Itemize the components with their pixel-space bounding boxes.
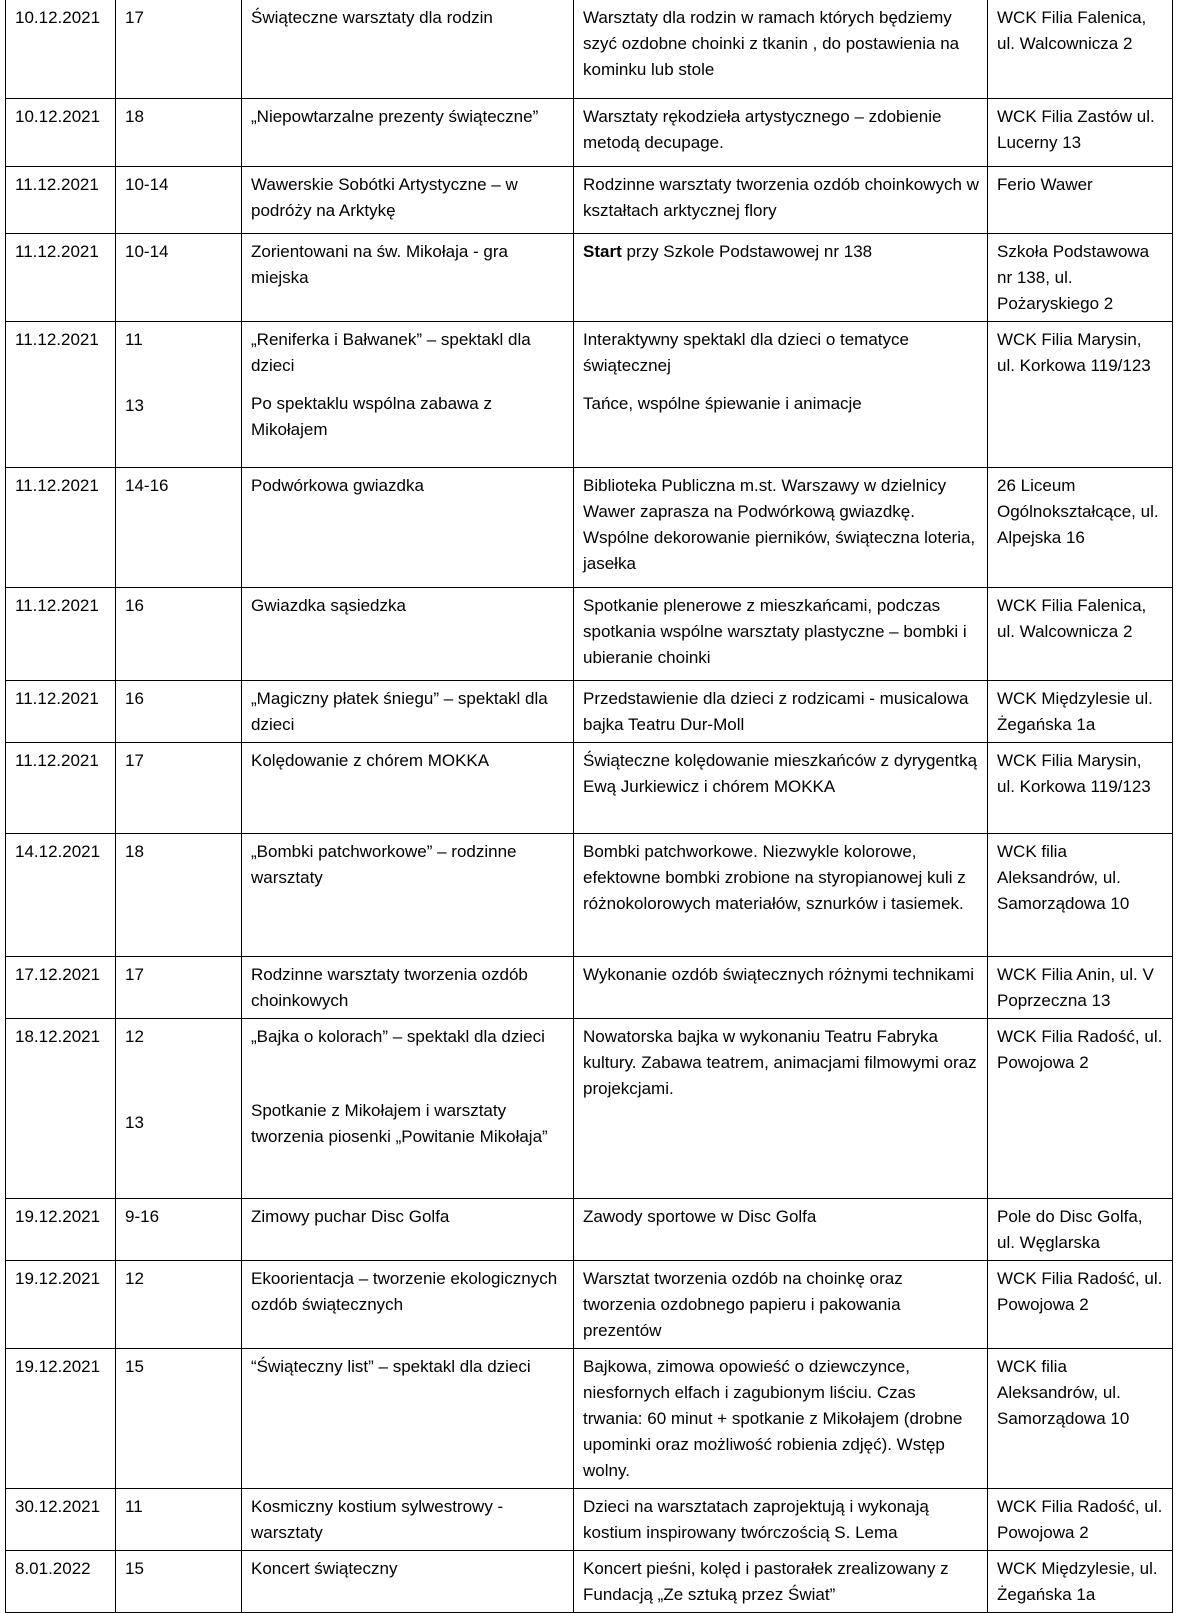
time-cell-part: 18 xyxy=(125,841,144,861)
table-row xyxy=(6,1550,1173,1612)
place-cell: 26 Liceum Ogólnokształcące, ul. Alpejska 16 xyxy=(988,467,1173,587)
time-cell xyxy=(116,833,242,956)
place-cell: WCK Międzylesie, ul. Żegańska 1a xyxy=(988,1550,1173,1612)
description-cell xyxy=(574,1260,988,1348)
description-cell xyxy=(574,467,988,587)
date-cell: 30.12.2021 xyxy=(6,1488,116,1550)
title-cell-part: Podwórkowa gwiazdka xyxy=(251,475,424,495)
table-row xyxy=(6,1260,1173,1348)
title-cell-part: Spotkanie z Mikołajem i warsztaty tworzenia piosenki „Powitanie Mikołaja” xyxy=(251,1100,548,1146)
title-cell xyxy=(242,680,574,742)
table-row xyxy=(6,467,1173,587)
time-cell xyxy=(116,1348,242,1488)
time-cell xyxy=(116,1198,242,1260)
description-cell xyxy=(574,587,988,680)
place-cell: WCK Filia Falenica, ul. Walcownicza 2 xyxy=(988,587,1173,680)
description-cell-part: Przedstawienie dla dzieci z rodzicami - musicalowa bajka Teatru Dur-Moll xyxy=(583,688,969,734)
description-cell xyxy=(574,233,988,321)
title-cell xyxy=(242,833,574,956)
time-cell xyxy=(116,1260,242,1348)
table-row xyxy=(6,680,1173,742)
title-cell xyxy=(242,233,574,321)
time-cell xyxy=(116,321,242,467)
time-cell-part: 12 xyxy=(125,1268,144,1288)
description-cell-part: Bajkowa, zimowa opowieść o dziewczynce, niesfornych elfach i zagubionym liściu. Czas trwania: 60 minut + spotkanie z Mikołajem (drobne upominki oraz możliwość robienia zdjęć). Wstęp wolny. xyxy=(583,1356,963,1480)
title-cell xyxy=(242,1550,574,1612)
description-cell-part: Wykonanie ozdób świątecznych różnymi technikami xyxy=(583,964,975,984)
place-cell: WCK Międzylesie ul. Żegańska 1a xyxy=(988,680,1173,742)
time-cell-part: 18 xyxy=(125,106,144,126)
date-cell: 8.01.2022 xyxy=(6,1550,116,1612)
description-cell-part: Warsztaty dla rodzin w ramach których będziemy szyć ozdobne choinki z tkanin , do postawienia na kominku lub stole xyxy=(583,8,960,79)
table-row xyxy=(6,742,1173,833)
table-row xyxy=(6,98,1173,166)
place-cell: WCK Filia Radość, ul. Powojowa 2 xyxy=(988,1260,1173,1348)
table-row xyxy=(6,1198,1173,1260)
title-cell xyxy=(242,1348,574,1488)
title-cell-part: Kolędowanie z chórem MOKKA xyxy=(251,750,490,770)
table-row xyxy=(6,233,1173,321)
description-cell-part: Dzieci na warsztatach zaprojektują i wykonają kostium inspirowany twórczością S. Lema xyxy=(583,1496,929,1542)
time-cell xyxy=(116,956,242,1018)
description-cell xyxy=(574,680,988,742)
date-cell: 18.12.2021 xyxy=(6,1018,116,1198)
title-cell-part: Zimowy puchar Disc Golfa xyxy=(251,1206,450,1226)
title-cell xyxy=(242,1260,574,1348)
description-cell xyxy=(574,833,988,956)
place-cell: WCK Filia Zastów ul. Lucerny 13 xyxy=(988,98,1173,166)
title-cell-part: „Niepowtarzalne prezenty świąteczne” xyxy=(251,106,539,126)
table-row xyxy=(6,321,1173,467)
description-emphasis: Start xyxy=(583,241,622,261)
title-cell-part: Gwiazdka sąsiedzka xyxy=(251,595,406,615)
time-cell-part: 12 xyxy=(125,1026,144,1046)
time-cell-part: 16 xyxy=(125,688,144,708)
description-cell xyxy=(574,956,988,1018)
date-cell: 11.12.2021 xyxy=(6,166,116,233)
place-cell: WCK Filia Falenica, ul. Walcownicza 2 xyxy=(988,0,1173,98)
time-cell-part: 13 xyxy=(125,1112,144,1132)
title-cell-part: Ekoorientacja – tworzenie ekologicznych ozdób świątecznych xyxy=(251,1268,558,1314)
time-cell-part: 17 xyxy=(125,750,144,770)
title-cell xyxy=(242,1198,574,1260)
title-cell xyxy=(242,166,574,233)
title-cell-part: „Bombki patchworkowe” – rodzinne warsztaty xyxy=(251,841,517,887)
title-cell xyxy=(242,587,574,680)
place-cell: WCK Filia Marysin, ul. Korkowa 119/123 xyxy=(988,321,1173,467)
time-cell-part: 9-16 xyxy=(125,1206,160,1226)
title-cell xyxy=(242,98,574,166)
place-cell: WCK filia Aleksandrów, ul. Samorządowa 10 xyxy=(988,833,1173,956)
time-cell-part: 14-16 xyxy=(125,475,169,495)
description-cell-part: Spotkanie plenerowe z mieszkańcami, podczas spotkania wspólne warsztaty plastyczne – bombki i ubieranie choinki xyxy=(583,595,967,667)
table-row xyxy=(6,833,1173,956)
description-cell-part: Zawody sportowe w Disc Golfa xyxy=(583,1206,817,1226)
time-cell xyxy=(116,467,242,587)
date-cell: 11.12.2021 xyxy=(6,321,116,467)
description-cell-part: Świąteczne kolędowanie mieszkańców z dyrygentką Ewą Jurkiewicz i chórem MOKKA xyxy=(583,750,978,796)
place-cell: Pole do Disc Golfa, ul. Węglarska xyxy=(988,1198,1173,1260)
title-cell-part: Koncert świąteczny xyxy=(251,1558,398,1578)
time-cell xyxy=(116,0,242,98)
place-cell: Szkoła Podstawowa nr 138, ul. Pożaryskiego 2 xyxy=(988,233,1173,321)
title-cell-part: Po spektaklu wspólna zabawa z Mikołajem xyxy=(251,393,492,439)
time-cell-part: 10-14 xyxy=(125,241,169,261)
title-cell-part: Rodzinne warsztaty tworzenia ozdób choinkowych xyxy=(251,964,528,1010)
description-cell-part: Interaktywny spektakl dla dzieci o tematyce świątecznej xyxy=(583,329,909,375)
events-table-body xyxy=(6,0,1173,1612)
time-cell-part: 17 xyxy=(125,8,144,27)
description-text: przy Szkole Podstawowej nr 138 xyxy=(621,241,873,261)
title-cell-part: Świąteczne warsztaty dla rodzin xyxy=(251,8,493,27)
description-cell-part: Koncert pieśni, kolęd i pastorałek zrealizowany z Fundacją „Ze sztuką przez Świat” xyxy=(583,1558,949,1604)
table-row xyxy=(6,0,1173,98)
place-cell: WCK Filia Radość, ul. Powojowa 2 xyxy=(988,1488,1173,1550)
description-cell-part: Bombki patchworkowe. Niezwykle kolorowe, efektowne bombki zrobione na styropianowej kuli z różnokolorowych materiałów, sznurków i tasiemek. xyxy=(583,841,966,913)
description-cell xyxy=(574,1198,988,1260)
date-cell: 11.12.2021 xyxy=(6,680,116,742)
time-cell xyxy=(116,233,242,321)
description-cell xyxy=(574,1550,988,1612)
time-cell-part: 17 xyxy=(125,964,144,984)
date-cell: 14.12.2021 xyxy=(6,833,116,956)
description-cell-part: Nowatorska bajka w wykonaniu Teatru Fabryka kultury. Zabawa teatrem, animacjami filmowymi oraz projekcjami. xyxy=(583,1026,977,1098)
date-cell: 10.12.2021 xyxy=(6,98,116,166)
time-cell-part: 11 xyxy=(125,329,143,349)
table-row xyxy=(6,1018,1173,1198)
time-cell-part: 15 xyxy=(125,1356,144,1376)
table-row xyxy=(6,166,1173,233)
description-cell xyxy=(574,166,988,233)
place-cell: WCK Filia Anin, ul. V Poprzeczna 13 xyxy=(988,956,1173,1018)
date-cell: 17.12.2021 xyxy=(6,956,116,1018)
time-cell xyxy=(116,98,242,166)
place-cell: WCK Filia Marysin, ul. Korkowa 119/123 xyxy=(988,742,1173,833)
title-cell-part: Zorientowani na św. Mikołaja - gra miejska xyxy=(251,241,509,287)
time-cell xyxy=(116,1018,242,1198)
place-cell: WCK filia Aleksandrów, ul. Samorządowa 10 xyxy=(988,1348,1173,1488)
title-cell-part: Wawerskie Sobótki Artystyczne – w podróży na Arktykę xyxy=(251,174,518,220)
time-cell-part: 10-14 xyxy=(125,174,169,194)
table-row xyxy=(6,587,1173,680)
time-cell-part: 13 xyxy=(125,395,144,415)
time-cell xyxy=(116,166,242,233)
place-cell: Ferio Wawer xyxy=(988,166,1173,233)
time-cell xyxy=(116,680,242,742)
title-cell-part: „Reniferka i Bałwanek” – spektakl dla dzieci xyxy=(251,329,531,375)
date-cell: 19.12.2021 xyxy=(6,1348,116,1488)
title-cell xyxy=(242,956,574,1018)
title-cell-part: „Bajka o kolorach” – spektakl dla dzieci xyxy=(251,1026,545,1046)
time-cell xyxy=(116,587,242,680)
description-cell-part: Tańce, wspólne śpiewanie i animacje xyxy=(583,393,862,413)
date-cell: 19.12.2021 xyxy=(6,1198,116,1260)
date-cell: 11.12.2021 xyxy=(6,233,116,321)
description-cell xyxy=(574,1348,988,1488)
description-cell-part: Rodzinne warsztaty tworzenia ozdób choinkowych w kształtach arktycznej flory xyxy=(583,174,979,220)
date-cell: 10.12.2021 xyxy=(6,0,116,98)
title-cell xyxy=(242,467,574,587)
time-cell-part: 11 xyxy=(125,1496,143,1516)
description-cell xyxy=(574,0,988,98)
date-cell: 11.12.2021 xyxy=(6,587,116,680)
time-cell xyxy=(116,1550,242,1612)
description-cell xyxy=(574,98,988,166)
events-table xyxy=(5,0,1173,1613)
title-cell-part: “Świąteczny list” – spektakl dla dzieci xyxy=(251,1356,531,1376)
date-cell: 19.12.2021 xyxy=(6,1260,116,1348)
date-cell: 11.12.2021 xyxy=(6,742,116,833)
title-cell xyxy=(242,321,574,467)
description-cell-part: Warsztaty rękodzieła artystycznego – zdobienie metodą decupage. xyxy=(583,106,942,152)
description-cell-part: Warsztat tworzenia ozdób na choinkę oraz tworzenia ozdobnego papieru i pakowania prezentów xyxy=(583,1268,903,1340)
title-cell-part: „Magiczny płatek śniegu” – spektakl dla dzieci xyxy=(251,688,548,734)
description-cell xyxy=(574,1018,988,1198)
title-cell xyxy=(242,0,574,98)
description-cell-part: Biblioteka Publiczna m.st. Warszawy w dzielnicy Wawer zaprasza na Podwórkową gwiazdkę. Wspólne dekorowanie pierników, świąteczna loteria, jasełka xyxy=(583,475,976,573)
date-cell: 11.12.2021 xyxy=(6,467,116,587)
title-cell xyxy=(242,1018,574,1198)
time-cell-part: 15 xyxy=(125,1558,144,1578)
description-cell xyxy=(574,742,988,833)
description-cell xyxy=(574,321,988,467)
table-row xyxy=(6,956,1173,1018)
title-cell-part: Kosmiczny kostium sylwestrowy - warsztaty xyxy=(251,1496,504,1542)
time-cell-part: 16 xyxy=(125,595,144,615)
title-cell xyxy=(242,742,574,833)
table-row xyxy=(6,1348,1173,1488)
place-cell: WCK Filia Radość, ul. Powojowa 2 xyxy=(988,1018,1173,1198)
time-cell xyxy=(116,742,242,833)
